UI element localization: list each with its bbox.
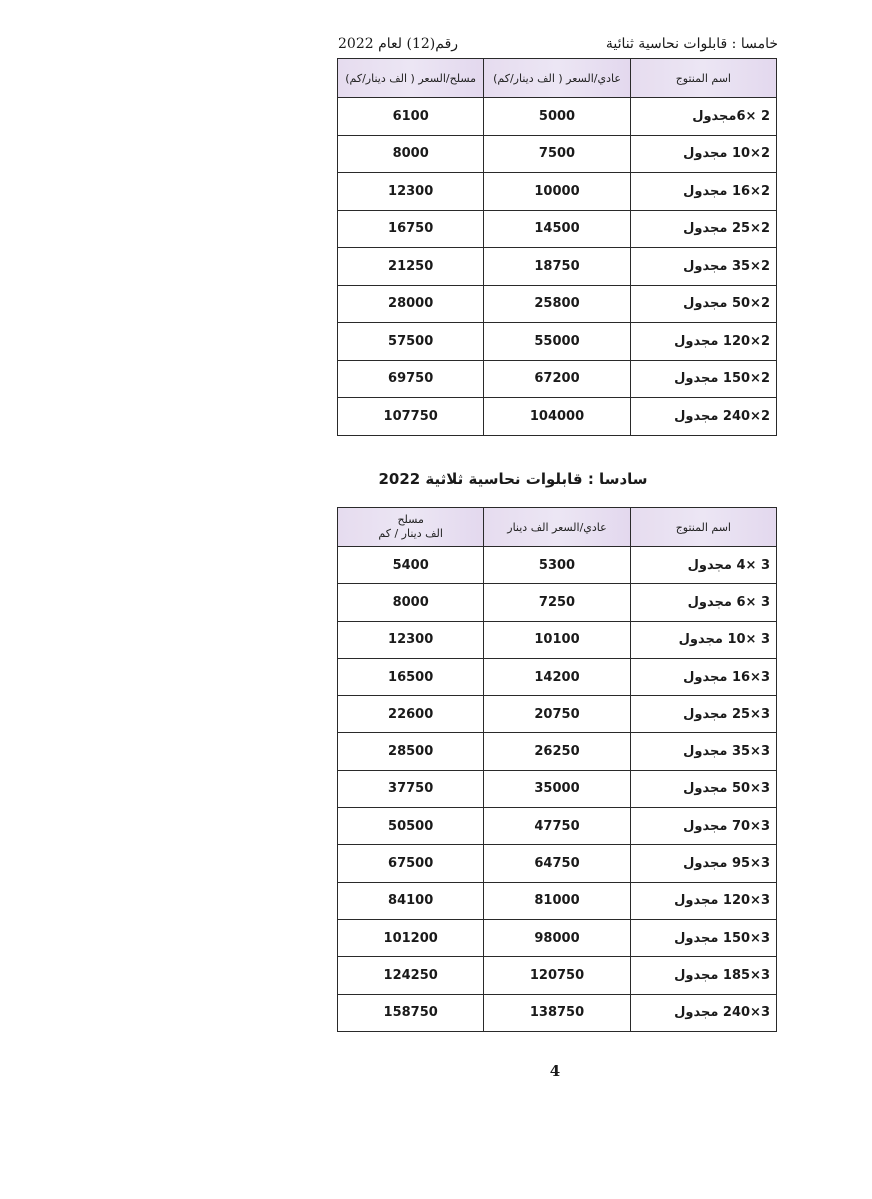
regular-price-cell: 47750 — [484, 808, 630, 845]
product-name-cell: 2×35 مجدول — [630, 248, 776, 286]
table-row — [338, 323, 777, 361]
product-name-cell: 2×25 مجدول — [630, 210, 776, 248]
table-row — [338, 658, 777, 695]
table-row — [338, 98, 777, 136]
regular-price-cell: 98000 — [484, 919, 630, 956]
armored-price-cell: 50500 — [338, 808, 484, 845]
table-row — [338, 248, 777, 286]
product-name-cell: 3×70 مجدول — [630, 808, 776, 845]
two-core-cable-price-table — [337, 58, 777, 436]
armored-price-cell: 84100 — [338, 882, 484, 919]
table-body — [338, 98, 777, 436]
table-row — [338, 621, 777, 658]
regular-price-cell: 7500 — [484, 135, 630, 173]
armored-price-cell: 16500 — [338, 658, 484, 695]
section1-title-ref: رقم(12) لعام 2022 — [338, 36, 459, 52]
product-name-cell: 3 ×4 مجدول — [630, 547, 776, 584]
table-row — [338, 547, 777, 584]
regular-price-cell: 26250 — [484, 733, 630, 770]
table-row — [338, 210, 777, 248]
table-row — [338, 398, 777, 436]
table-header-row — [338, 59, 777, 98]
section1-title-main: خامسا : قابلوات نحاسية ثنائية — [605, 36, 778, 52]
table-row — [338, 882, 777, 919]
regular-price-cell: 20750 — [484, 696, 630, 733]
armored-price-cell: 124250 — [338, 957, 484, 994]
header-regular-price: عادي/السعر ( الف دينار/كم) — [484, 59, 630, 98]
product-name-cell: 3×95 مجدول — [630, 845, 776, 882]
product-name-cell: 3 ×6 مجدول — [630, 584, 776, 621]
regular-price-cell: 67200 — [484, 360, 630, 398]
regular-price-cell: 7250 — [484, 584, 630, 621]
regular-price-cell: 5000 — [484, 98, 630, 136]
product-name-cell: 3×16 مجدول — [630, 658, 776, 695]
product-name-cell: 2×50 مجدول — [630, 285, 776, 323]
regular-price-cell: 14200 — [484, 658, 630, 695]
section1-title — [338, 36, 778, 58]
table-header-row — [338, 508, 777, 547]
product-name-cell: 2×120 مجدول — [630, 323, 776, 361]
armored-price-cell: 8000 — [338, 584, 484, 621]
table-row — [338, 696, 777, 733]
regular-price-cell: 18750 — [484, 248, 630, 286]
table-row — [338, 994, 777, 1031]
regular-price-cell: 14500 — [484, 210, 630, 248]
product-name-cell: 2×150 مجدول — [630, 360, 776, 398]
armored-price-cell: 57500 — [338, 323, 484, 361]
armored-price-cell: 21250 — [338, 248, 484, 286]
regular-price-cell: 138750 — [484, 994, 630, 1031]
armored-price-cell: 28500 — [338, 733, 484, 770]
armored-price-cell: 107750 — [338, 398, 484, 436]
header-armored-price: مسلح الف دينار / كم — [338, 508, 484, 547]
header-regular-price: عادي/السعر الف دينار — [484, 508, 630, 547]
armored-price-cell: 8000 — [338, 135, 484, 173]
header-armored-price: مسلح/السعر ( الف دينار/كم) — [338, 59, 484, 98]
regular-price-cell: 81000 — [484, 882, 630, 919]
table-row — [338, 808, 777, 845]
regular-price-cell: 64750 — [484, 845, 630, 882]
header-product-name: اسم المنتوج — [630, 59, 776, 98]
table-row — [338, 919, 777, 956]
armored-price-cell: 37750 — [338, 770, 484, 807]
armored-price-cell: 12300 — [338, 173, 484, 211]
table-row — [338, 360, 777, 398]
armored-price-cell: 28000 — [338, 285, 484, 323]
armored-price-cell: 67500 — [338, 845, 484, 882]
table-row — [338, 285, 777, 323]
table-row — [338, 733, 777, 770]
product-name-cell: 3×50 مجدول — [630, 770, 776, 807]
table-row — [338, 135, 777, 173]
regular-price-cell: 10100 — [484, 621, 630, 658]
armored-price-cell: 69750 — [338, 360, 484, 398]
armored-price-cell: 158750 — [338, 994, 484, 1031]
table-row — [338, 173, 777, 211]
table-row — [338, 584, 777, 621]
product-name-cell: 2×10 مجدول — [630, 135, 776, 173]
product-name-cell: 3×185 مجدول — [630, 957, 776, 994]
armored-price-cell: 5400 — [338, 547, 484, 584]
product-name-cell: 3×240 مجدول — [630, 994, 776, 1031]
armored-price-cell: 12300 — [338, 621, 484, 658]
armored-price-cell: 101200 — [338, 919, 484, 956]
table-row — [338, 770, 777, 807]
table-row — [338, 957, 777, 994]
regular-price-cell: 104000 — [484, 398, 630, 436]
regular-price-cell: 25800 — [484, 285, 630, 323]
armored-price-cell: 16750 — [338, 210, 484, 248]
regular-price-cell: 10000 — [484, 173, 630, 211]
product-name-cell: 3×150 مجدول — [630, 919, 776, 956]
section2-title: سادسا : قابلوات نحاسية ثلاثية 2022 — [378, 470, 648, 488]
armored-price-cell: 6100 — [338, 98, 484, 136]
product-name-cell: 3×25 مجدول — [630, 696, 776, 733]
three-core-cable-price-table — [337, 507, 777, 1032]
regular-price-cell: 5300 — [484, 547, 630, 584]
regular-price-cell: 35000 — [484, 770, 630, 807]
product-name-cell: 3×120 مجدول — [630, 882, 776, 919]
product-name-cell: 2×16 مجدول — [630, 173, 776, 211]
product-name-cell: 2 ×6مجدول — [630, 98, 776, 136]
product-name-cell: 3 ×10 مجدول — [630, 621, 776, 658]
table-body — [338, 547, 777, 1032]
regular-price-cell: 120750 — [484, 957, 630, 994]
regular-price-cell: 55000 — [484, 323, 630, 361]
header-product-name: اسم المنتوج — [630, 508, 776, 547]
table-row — [338, 845, 777, 882]
product-name-cell: 3×35 مجدول — [630, 733, 776, 770]
armored-price-cell: 22600 — [338, 696, 484, 733]
product-name-cell: 2×240 مجدول — [630, 398, 776, 436]
page-number: 4 — [549, 1062, 561, 1080]
